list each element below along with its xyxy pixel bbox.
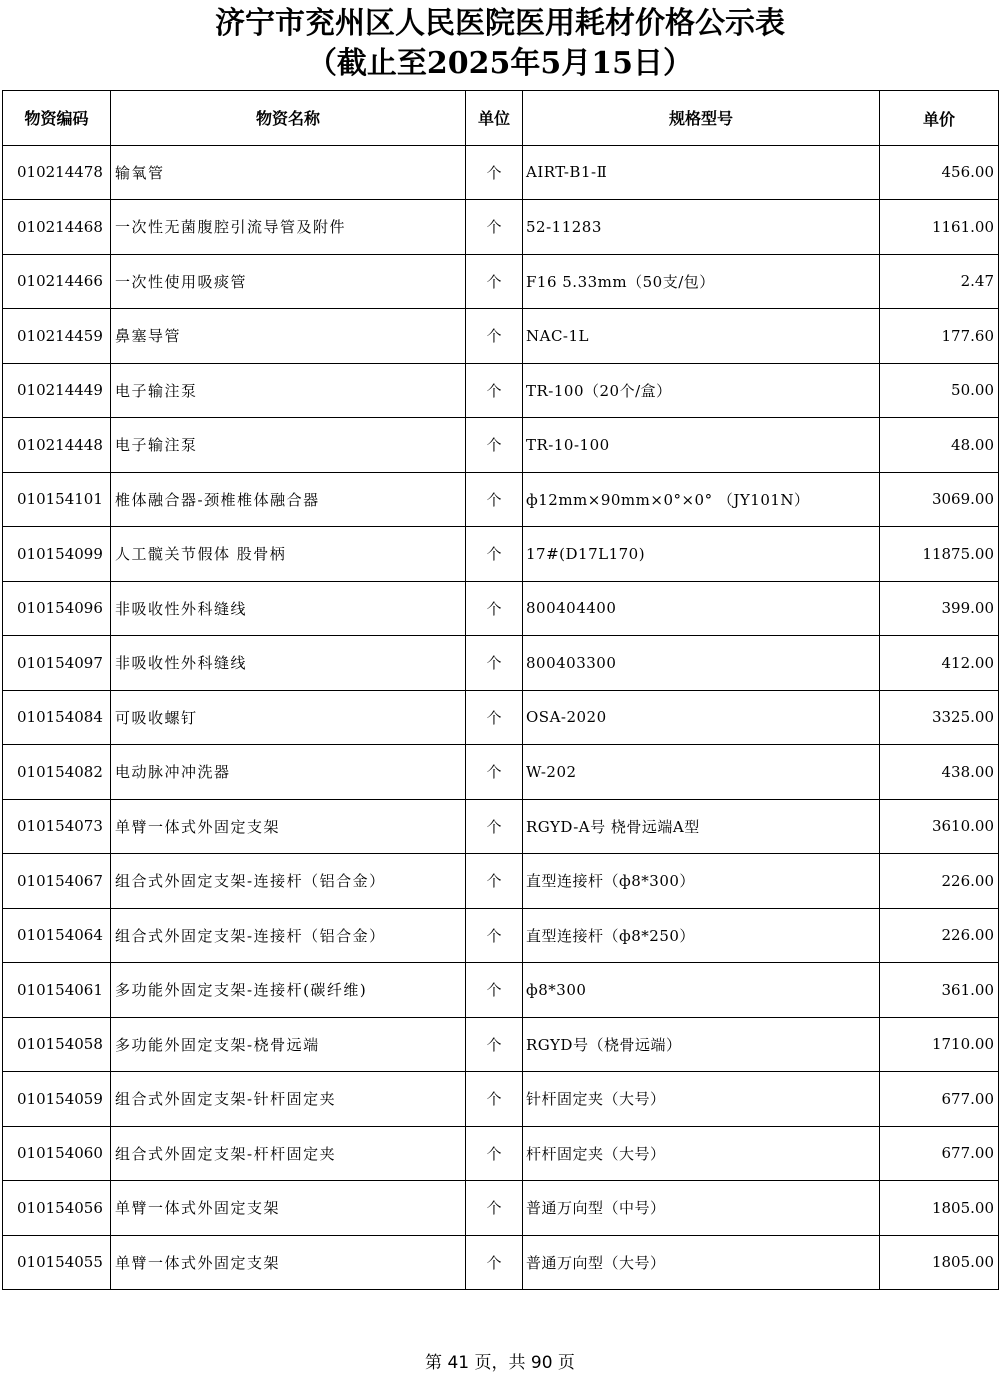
cell-price: 48.00 — [880, 418, 999, 473]
page-subtitle-date: （截止至2025年5月15日） — [306, 46, 694, 81]
cell-unit: 个 — [466, 418, 523, 473]
table-row — [3, 309, 999, 364]
table-row — [3, 1126, 999, 1181]
cell-unit: 个 — [466, 690, 523, 745]
cell-code: 010154101 — [3, 472, 111, 527]
cell-spec: TR-100（20个/盒） — [523, 363, 880, 418]
cell-code: 010154073 — [3, 799, 111, 854]
cell-spec: 直型连接杆（ф8*250） — [523, 908, 880, 963]
cell-name: 单臂一体式外固定支架 — [111, 1235, 466, 1290]
cell-price: 438.00 — [880, 745, 999, 800]
cell-code: 010154061 — [3, 963, 111, 1018]
header-code: 物资编码 — [3, 91, 111, 146]
cell-spec: 52-11283 — [523, 200, 880, 255]
cell-name: 非吸收性外科缝线 — [111, 581, 466, 636]
cell-unit: 个 — [466, 309, 523, 364]
cell-unit: 个 — [466, 799, 523, 854]
cell-price: 11875.00 — [880, 527, 999, 582]
cell-name: 组合式外固定支架-连接杆（铝合金） — [111, 854, 466, 909]
cell-code: 010154058 — [3, 1017, 111, 1072]
cell-spec: RGYD-A号 桡骨远端A型 — [523, 799, 880, 854]
cell-spec: RGYD号（桡骨远端） — [523, 1017, 880, 1072]
cell-spec: F16 5.33mm（50支/包） — [523, 254, 880, 309]
cell-unit: 个 — [466, 527, 523, 582]
cell-unit: 个 — [466, 1072, 523, 1127]
cell-unit: 个 — [466, 254, 523, 309]
cell-code: 010214466 — [3, 254, 111, 309]
cell-unit: 个 — [466, 636, 523, 691]
cell-unit: 个 — [466, 581, 523, 636]
cell-price: 50.00 — [880, 363, 999, 418]
cell-unit: 个 — [466, 472, 523, 527]
cell-price: 399.00 — [880, 581, 999, 636]
cell-price: 3325.00 — [880, 690, 999, 745]
cell-code: 010154096 — [3, 581, 111, 636]
table-row — [3, 854, 999, 909]
cell-spec: 800404400 — [523, 581, 880, 636]
table-row — [3, 1072, 999, 1127]
table-row — [3, 1235, 999, 1290]
table-row — [3, 690, 999, 745]
cell-spec: NAC-1L — [523, 309, 880, 364]
cell-name: 一次性无菌腹腔引流导管及附件 — [111, 200, 466, 255]
cell-code: 010214448 — [3, 418, 111, 473]
table-row — [3, 581, 999, 636]
cell-spec: ф12mm×90mm×0°×0° （JY101N） — [523, 472, 880, 527]
table-row — [3, 145, 999, 200]
cell-name: 电动脉冲冲洗器 — [111, 745, 466, 800]
cell-code: 010154056 — [3, 1181, 111, 1236]
cell-spec: 17#(D17L170) — [523, 527, 880, 582]
cell-spec: ф8*300 — [523, 963, 880, 1018]
cell-unit: 个 — [466, 1235, 523, 1290]
header-price: 单价 — [880, 91, 999, 146]
header-spec: 规格型号 — [523, 91, 880, 146]
price-table — [2, 90, 999, 1290]
cell-price: 3610.00 — [880, 799, 999, 854]
cell-unit: 个 — [466, 1126, 523, 1181]
cell-price: 1161.00 — [880, 200, 999, 255]
cell-code: 010154059 — [3, 1072, 111, 1127]
cell-unit: 个 — [466, 963, 523, 1018]
cell-spec: 针杆固定夹（大号） — [523, 1072, 880, 1127]
page-title: 济宁市兖州区人民医院医用耗材价格公示表 — [215, 6, 785, 41]
table-row — [3, 200, 999, 255]
cell-name: 鼻塞导管 — [111, 309, 466, 364]
table-row — [3, 418, 999, 473]
cell-code: 010214449 — [3, 363, 111, 418]
cell-name: 组合式外固定支架-杆杆固定夹 — [111, 1126, 466, 1181]
table-row — [3, 636, 999, 691]
cell-code: 010154060 — [3, 1126, 111, 1181]
cell-unit: 个 — [466, 745, 523, 800]
table-row — [3, 472, 999, 527]
cell-spec: AIRT-B1-Ⅱ — [523, 145, 880, 200]
cell-spec: 杆杆固定夹（大号） — [523, 1126, 880, 1181]
cell-price: 412.00 — [880, 636, 999, 691]
cell-price: 177.60 — [880, 309, 999, 364]
table-row — [3, 363, 999, 418]
cell-spec: TR-10-100 — [523, 418, 880, 473]
cell-name: 椎体融合器-颈椎椎体融合器 — [111, 472, 466, 527]
cell-unit: 个 — [466, 908, 523, 963]
page-number: 第 41 页，共 90 页 — [425, 1353, 575, 1373]
cell-name: 多功能外固定支架-连接杆(碳纤维) — [111, 963, 466, 1018]
table-row — [3, 908, 999, 963]
cell-unit: 个 — [466, 200, 523, 255]
cell-unit: 个 — [466, 1181, 523, 1236]
cell-spec: 普通万向型（中号） — [523, 1181, 880, 1236]
cell-code: 010154064 — [3, 908, 111, 963]
cell-unit: 个 — [466, 1017, 523, 1072]
cell-unit: 个 — [466, 854, 523, 909]
cell-spec: 普通万向型（大号） — [523, 1235, 880, 1290]
cell-code: 010154082 — [3, 745, 111, 800]
table-row — [3, 799, 999, 854]
cell-code: 010154055 — [3, 1235, 111, 1290]
cell-name: 多功能外固定支架-桡骨远端 — [111, 1017, 466, 1072]
cell-price: 361.00 — [880, 963, 999, 1018]
cell-price: 1805.00 — [880, 1181, 999, 1236]
cell-name: 人工髋关节假体 股骨柄 — [111, 527, 466, 582]
cell-code: 010214468 — [3, 200, 111, 255]
table-header-row — [3, 91, 999, 146]
cell-code: 010154097 — [3, 636, 111, 691]
cell-code: 010214478 — [3, 145, 111, 200]
cell-name: 可吸收螺钉 — [111, 690, 466, 745]
cell-name: 电子输注泵 — [111, 418, 466, 473]
table-row — [3, 963, 999, 1018]
cell-price: 226.00 — [880, 854, 999, 909]
cell-price: 677.00 — [880, 1126, 999, 1181]
cell-name: 单臂一体式外固定支架 — [111, 1181, 466, 1236]
cell-price: 2.47 — [880, 254, 999, 309]
cell-spec: 直型连接杆（ф8*300） — [523, 854, 880, 909]
cell-price: 456.00 — [880, 145, 999, 200]
header-unit: 单位 — [466, 91, 523, 146]
cell-name: 电子输注泵 — [111, 363, 466, 418]
table-row — [3, 1181, 999, 1236]
cell-name: 单臂一体式外固定支架 — [111, 799, 466, 854]
cell-name: 非吸收性外科缝线 — [111, 636, 466, 691]
cell-name: 输氧管 — [111, 145, 466, 200]
table-row — [3, 254, 999, 309]
cell-unit: 个 — [466, 145, 523, 200]
cell-code: 010154067 — [3, 854, 111, 909]
header-name: 物资名称 — [111, 91, 466, 146]
cell-price: 3069.00 — [880, 472, 999, 527]
cell-name: 组合式外固定支架-针杆固定夹 — [111, 1072, 466, 1127]
cell-price: 1710.00 — [880, 1017, 999, 1072]
cell-price: 677.00 — [880, 1072, 999, 1127]
cell-name: 组合式外固定支架-连接杆（铝合金） — [111, 908, 466, 963]
cell-spec: OSA-2020 — [523, 690, 880, 745]
cell-spec: W-202 — [523, 745, 880, 800]
cell-spec: 800403300 — [523, 636, 880, 691]
table-row — [3, 1017, 999, 1072]
cell-price: 1805.00 — [880, 1235, 999, 1290]
cell-code: 010214459 — [3, 309, 111, 364]
table-row — [3, 745, 999, 800]
cell-code: 010154084 — [3, 690, 111, 745]
cell-unit: 个 — [466, 363, 523, 418]
table-row — [3, 527, 999, 582]
cell-price: 226.00 — [880, 908, 999, 963]
cell-code: 010154099 — [3, 527, 111, 582]
cell-name: 一次性使用吸痰管 — [111, 254, 466, 309]
